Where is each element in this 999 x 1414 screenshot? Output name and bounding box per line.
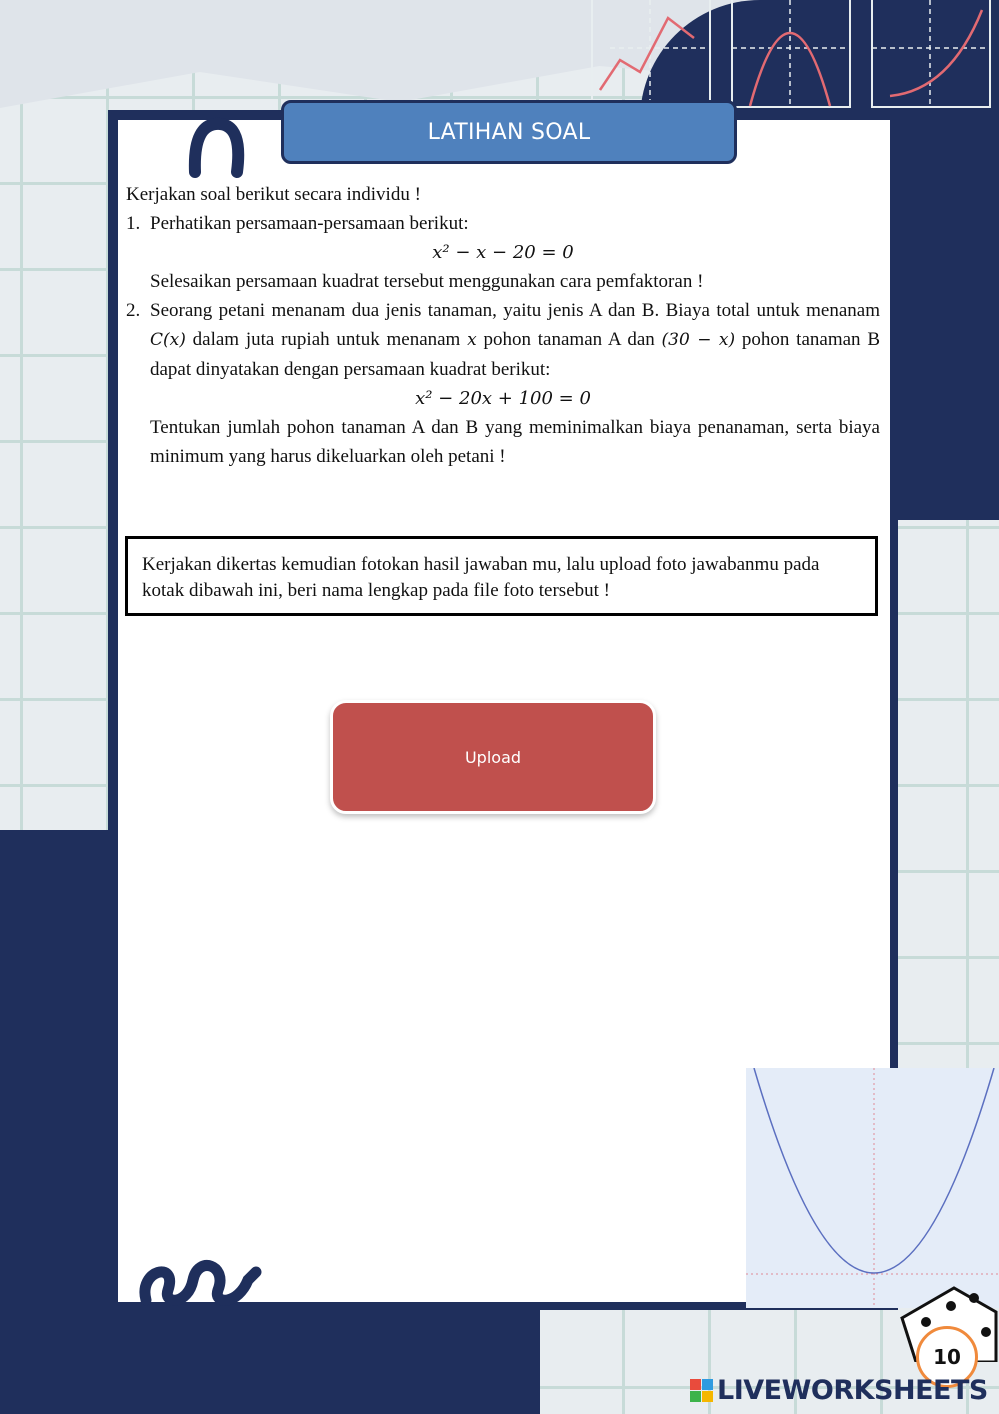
question-text: dalam juta rupiah untuk menanam: [185, 329, 468, 350]
question-text: pohon tanaman B dapat dinyatakan dengan persamaan kuadrat berikut:: [150, 329, 880, 380]
upload-instruction-box: Kerjakan dikertas kemudian fotokan hasil jawaban mu, lalu upload foto jawabanmu pada kotak dibawah ini, beri nama lengkap pada file foto tersebut !: [125, 536, 878, 616]
intro-text: Kerjakan soal berikut secara individu !: [126, 184, 421, 205]
section-title-badge: LATIHAN SOAL: [281, 100, 737, 164]
math-30-minus-x: (30 − x): [661, 330, 736, 350]
exercise-content: [126, 180, 880, 471]
question-prompt: [150, 296, 880, 384]
question-number: 1.: [126, 213, 141, 234]
question-number: 2.: [126, 300, 141, 321]
question-task: Selesaikan persamaan kuadrat tersebut menggunakan cara pemfaktoran !: [150, 271, 704, 292]
page-number-badge: 10: [916, 1326, 978, 1388]
swirl-decoration: [138, 1250, 268, 1310]
question-2: [126, 296, 880, 384]
parabola-graph-decoration: [746, 1068, 999, 1308]
mini-graphs-decoration: [590, 0, 999, 110]
question-prompt: Perhatikan persamaan-persamaan berikut:: [150, 213, 469, 234]
upload-button[interactable]: Upload: [330, 700, 656, 814]
equation-2: x² − 20x + 100 = 0: [415, 388, 591, 409]
question-text: Seorang petani menanam dua jenis tanaman, yaitu jenis A dan B. Biaya total untuk menanam: [150, 300, 880, 321]
swirl-decoration: [185, 112, 255, 182]
brand-text: LIVEWORKSHEETS: [717, 1374, 988, 1406]
question-1: [126, 209, 880, 238]
math-x: x: [467, 330, 477, 350]
liveworksheets-logo-icon: [690, 1379, 713, 1402]
question-text: pohon tanaman A dan: [476, 329, 662, 350]
math-cx: C(x): [150, 330, 186, 350]
question-task: Tentukan jumlah pohon tanaman A dan B yang meminimalkan biaya penanaman, serta biaya minimum yang harus dikeluarkan oleh petani !: [150, 417, 880, 467]
brand-watermark: [690, 1374, 988, 1406]
equation-1: x² − x − 20 = 0: [432, 242, 574, 263]
